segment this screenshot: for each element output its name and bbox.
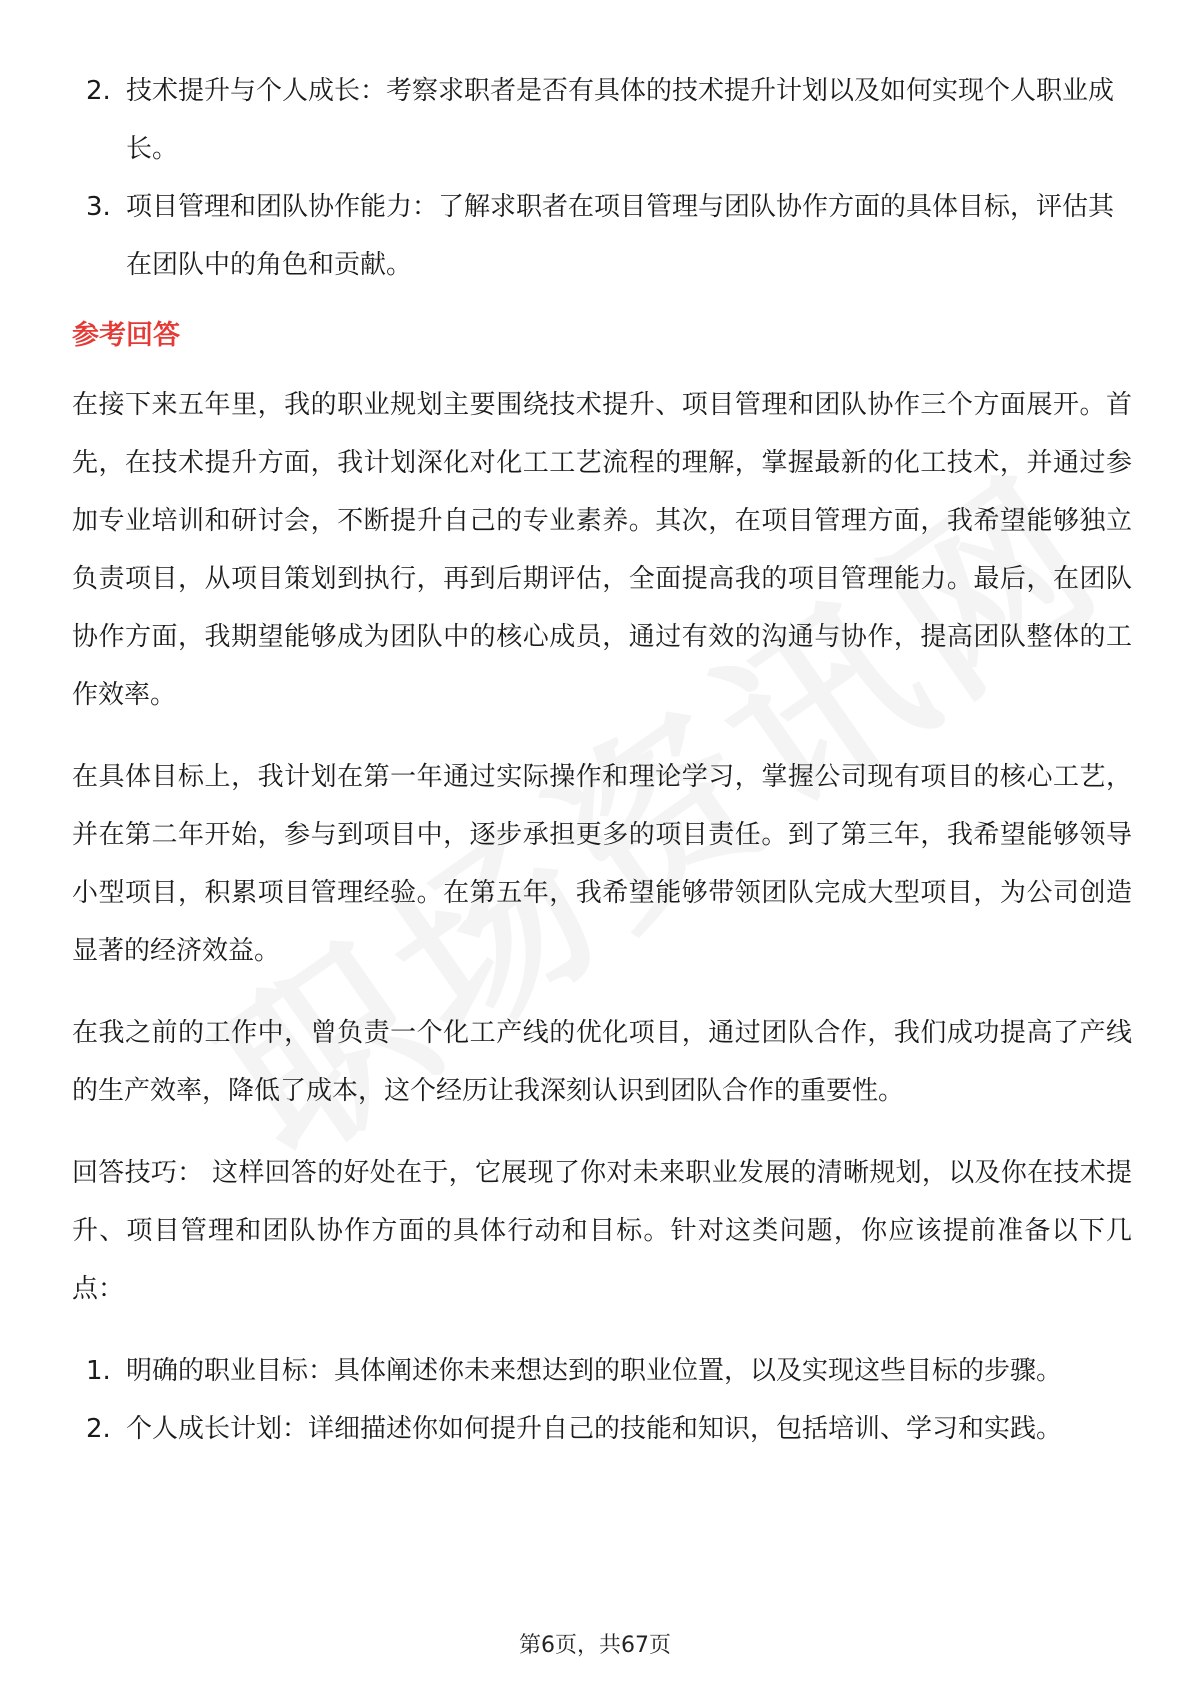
section-heading: 参考回答 (72, 320, 180, 351)
bottom-ordered-list (72, 1342, 1132, 1458)
list-item-number: 2. (86, 1414, 111, 1444)
page-content (72, 62, 1132, 1466)
list-item-text: 技术提升与个人成长：考察求职者是否有具体的技术提升计划以及如何实现个人职业成长。 (126, 76, 1115, 164)
list-item (72, 1342, 1132, 1400)
list-item (72, 178, 1132, 294)
top-ordered-list (72, 62, 1132, 294)
list-item-number: 2. (86, 76, 111, 106)
answer-paragraph-1: 在接下来五年里，我的职业规划主要围绕技术提升、项目管理和团队协作三个方面展开。首先，在技术提升方面，我计划深化对化工工艺流程的理解，掌握最新的化工技术，并通过参加专业培训和研讨会，不断提升自己的专业素养。其次，在项目管理方面，我希望能够独立负责项目，从项目策划到执行，再到后期评估，全面提高我的项目管理能力。最后，在团队协作方面，我期望能够成为团队中的核心成员，通过有效的沟通与协作，提高团队整体的工作效率。 (72, 390, 1132, 710)
answer-paragraph-2: 在具体目标上，我计划在第一年通过实际操作和理论学习，掌握公司现有项目的核心工艺，并在第二年开始，参与到项目中，逐步承担更多的项目责任。到了第三年，我希望能够领导小型项目，积累项目管理经验。在第五年，我希望能够带领团队完成大型项目，为公司创造显著的经济效益。 (72, 762, 1132, 966)
list-item-number: 3. (86, 192, 111, 222)
list-item-text: 明确的职业目标：具体阐述你未来想达到的职业位置，以及实现这些目标的步骤。 (126, 1356, 1063, 1386)
list-item (72, 1400, 1132, 1458)
page-footer: 第6页，共67页 (519, 1633, 671, 1658)
answer-tips-paragraph: 回答技巧： 这样回答的好处在于，它展现了你对未来职业发展的清晰规划，以及你在技术提升、项目管理和团队协作方面的具体行动和目标。针对这类问题，你应该提前准备以下几点： (72, 1158, 1132, 1304)
answer-paragraph-3: 在我之前的工作中，曾负责一个化工产线的优化项目，通过团队合作，我们成功提高了产线的生产效率，降低了成本，这个经历让我深刻认识到团队合作的重要性。 (72, 1018, 1132, 1106)
list-item-text: 项目管理和团队协作能力：了解求职者在项目管理与团队协作方面的具体目标，评估其在团队中的角色和贡献。 (126, 192, 1115, 280)
list-item-text: 个人成长计划：详细描述你如何提升自己的技能和知识，包括培训、学习和实践。 (126, 1414, 1063, 1444)
list-item (72, 62, 1132, 178)
list-item-number: 1. (86, 1356, 111, 1386)
